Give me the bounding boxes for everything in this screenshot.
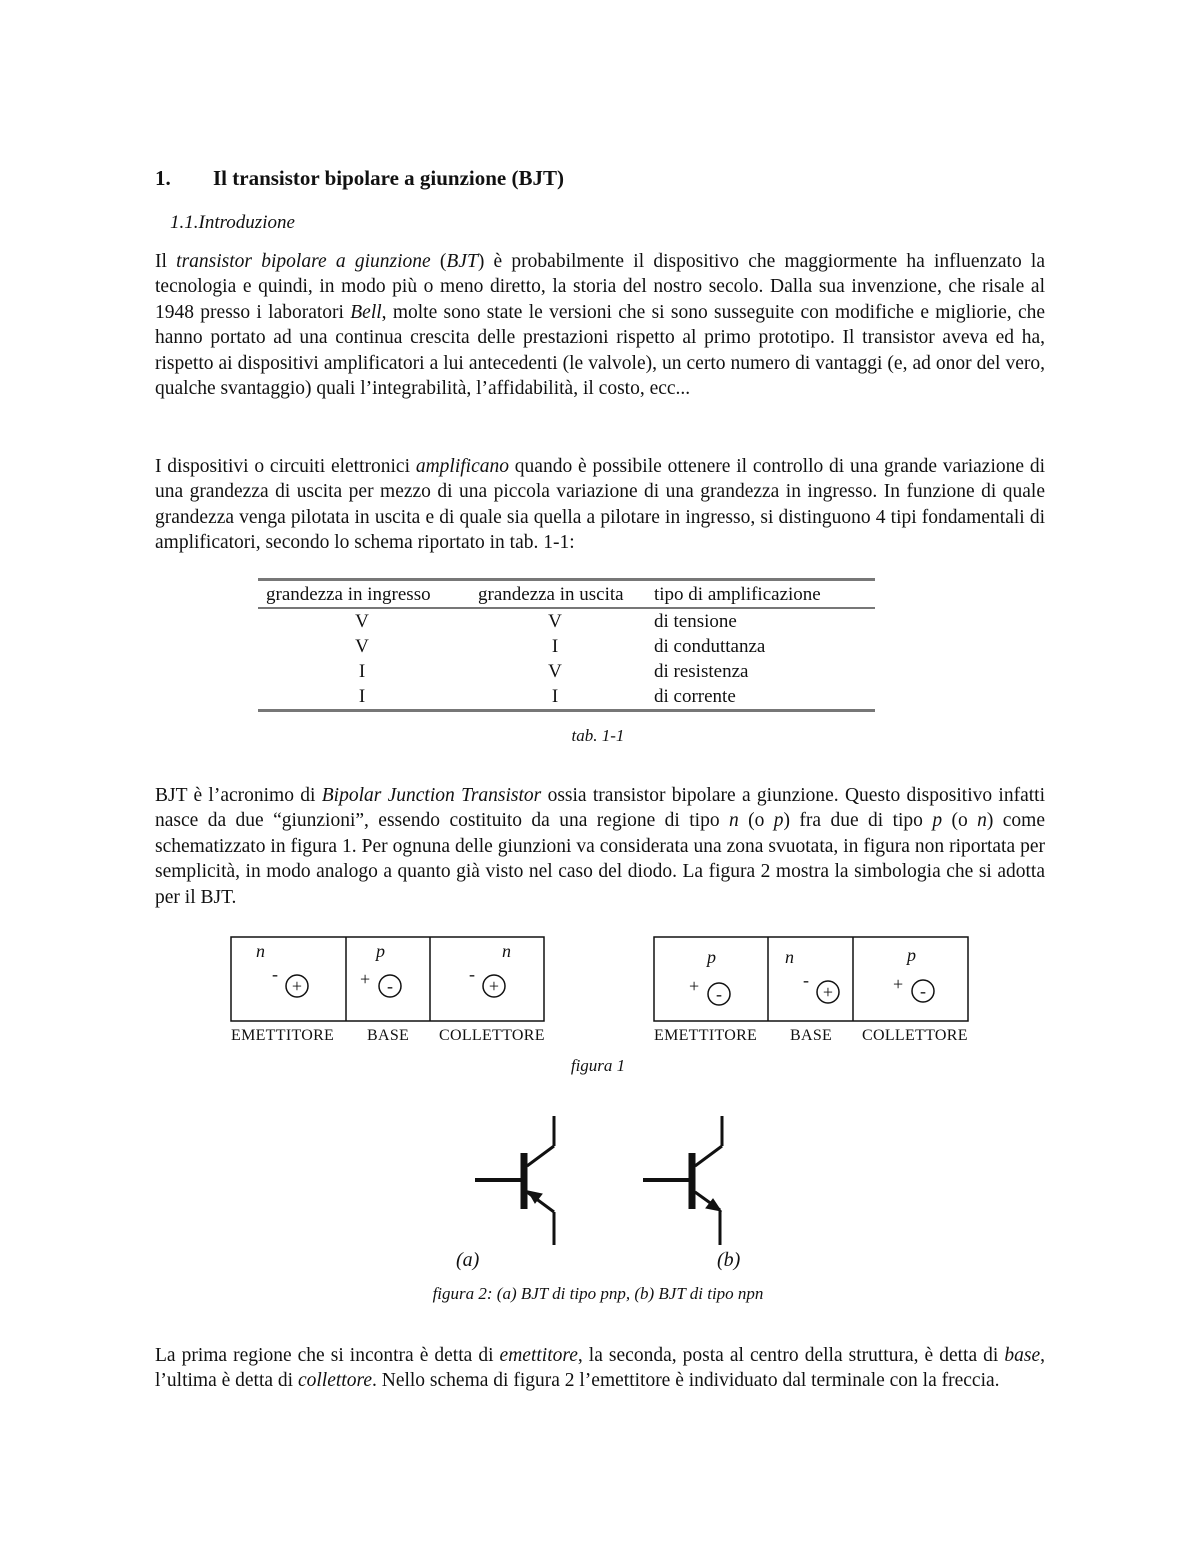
text-run: La prima regione che si incontra è detta di: [155, 1345, 500, 1366]
pnp-transistor-symbol: [475, 1116, 554, 1245]
section-number: 1.: [155, 166, 171, 190]
table-cell: V: [548, 611, 562, 632]
region-type-label: p: [376, 941, 385, 961]
charge-signs: [689, 970, 926, 1004]
text-run: Il: [155, 251, 177, 272]
circled-sign: +: [291, 976, 303, 996]
column-header: grandezza in ingresso: [258, 580, 466, 609]
symbol-label-b: (b): [717, 1249, 741, 1271]
table-cell: I: [358, 661, 366, 682]
npn-transistor-symbol: [643, 1116, 722, 1245]
text-run: BJT è l’acronimo di: [155, 785, 322, 806]
figure2-caption: figura 2: (a) BJT di tipo pnp, (b) BJT di tipo npn: [432, 1284, 764, 1303]
text-run-italic: p: [932, 810, 943, 832]
small-sign: -: [803, 970, 809, 990]
collector-label: COLLETTORE: [439, 1027, 545, 1044]
table-cell: V: [355, 611, 369, 632]
text-run-italic: base: [1004, 1345, 1041, 1366]
small-sign: -: [469, 964, 475, 984]
text-run: ) fra due di tipo: [783, 810, 933, 832]
text-run: ossia transistor bipolare a giunzione. Questo dispositivo infatti nasce da due “giunzioni”, essendo costituito da una regione di tipo: [155, 785, 1045, 832]
text-run: , la seconda, posta al centro della struttura, è detta di: [577, 1345, 1005, 1366]
collector-label: COLLETTORE: [862, 1027, 968, 1044]
table-cell: I: [258, 684, 466, 711]
table-cell: V: [355, 636, 369, 657]
text-run: I dispositivi o circuiti elettronici: [155, 456, 416, 477]
text-run-italic: amplificano: [415, 456, 509, 477]
table-cell: I: [466, 684, 644, 711]
section-title: Il transistor bipolare a giunzione (BJT): [213, 166, 565, 190]
text-run: ) come schematizzato in figura 1. Per ognuna delle giunzioni va considerata una zona svuotata, in figura non riportata per semplicità, in modo analogo a quanto già visto nel caso del diodo. La figura 2 mostra la simbologia che si adotta per il BJT.: [155, 810, 1045, 908]
text-run-italic: n: [977, 810, 987, 832]
text-run: ) è probabilmente il dispositivo che maggiormente ha influenzato la tecnologia e quindi, in modo più o meno diretto, la storia del nostro secolo. Dalla sua invenzione, che risale al 1948 presso i laboratori: [155, 251, 1046, 323]
symbol-label-a: (a): [456, 1249, 480, 1271]
text-run: , l’ultima è detta di: [155, 1345, 1045, 1392]
structure-outline: [654, 937, 968, 1021]
region-type-label: n: [502, 941, 511, 961]
region-type-label: n: [785, 947, 794, 967]
text-run-italic: Bipolar Junction Transistor: [321, 785, 542, 806]
text-run: quando è possibile ottenere il controllo di una grande variazione di una grandezza di uscita per mezzo di una piccola variazione di una grandezza in ingresso. In funzione di quale grandezza venga pilotata in uscita e di quale sia quella a pilotare in ingresso, si distinguono 4 tipi fondamentali di amplificatori, secondo lo schema riportato in tab. 1-1:: [155, 456, 1045, 554]
small-sign: -: [272, 964, 278, 984]
small-sign: +: [893, 974, 904, 994]
region-type-label: p: [907, 945, 916, 965]
region-labels: [256, 941, 511, 961]
text-run-italic: BJT: [446, 251, 478, 272]
figure1-caption: figura 1: [570, 1056, 626, 1075]
emitter-label: EMETTITORE: [654, 1027, 758, 1044]
column-header: tipo di amplificazione: [644, 580, 875, 609]
text-run: (o: [738, 810, 774, 832]
region-type-label: n: [256, 941, 265, 961]
small-sign: +: [360, 969, 371, 989]
small-sign: +: [689, 976, 700, 996]
paragraph-regions: [155, 1343, 1045, 1394]
base-label: BASE: [790, 1027, 833, 1044]
text-run: (o: [942, 810, 978, 832]
table-cell: di resistenza: [654, 661, 749, 682]
table-cell: I: [551, 636, 559, 657]
emitter-label: EMETTITORE: [231, 1027, 335, 1044]
text-run-italic: p: [773, 810, 784, 832]
circled-sign: +: [822, 982, 834, 1002]
circled-sign: +: [488, 976, 500, 996]
text-run: (: [430, 251, 447, 272]
text-run-italic: emettitore: [499, 1345, 578, 1366]
text-run-italic: n: [728, 810, 739, 832]
column-header: grandezza in uscita: [466, 580, 644, 609]
text-run: , molte sono state le versioni che si sono susseguite con modifiche e migliorie, che hanno portato ad una continua crescita delle prestazioni rispetto al primo prototipo. Il transistor aveva ed ha, rispetto ai dispositivi amplificatori a lui antecedenti (le valvole), un certo numero di vantaggi (e, ad onor del vero, qualche svantaggio) quali l’integrabilità, l’affidabilità, il costo, ecc...: [155, 301, 1046, 400]
table-cell: di corrente: [644, 684, 875, 711]
base-label: BASE: [367, 1027, 410, 1044]
circled-sign: -: [920, 981, 926, 1001]
collector-lead: [527, 1146, 554, 1166]
region-labels: [705, 945, 916, 967]
collector-lead: [695, 1146, 722, 1166]
circled-sign: -: [716, 984, 722, 1004]
circled-sign: -: [387, 976, 393, 996]
table-cell: V: [548, 661, 562, 682]
text-run-italic: collettore: [297, 1370, 372, 1392]
pnp-structure-diagram: [654, 937, 968, 1021]
text-run-italic: transistor bipolare a giunzione: [176, 251, 431, 272]
table-cell: di tensione: [654, 611, 737, 632]
table-caption: tab. 1-1: [571, 726, 625, 745]
text-run: . Nello schema di figura 2 l’emettitore è individuato dal terminale con la freccia.: [371, 1370, 1000, 1392]
table-cell: di conduttanza: [654, 636, 766, 657]
text-run-italic: Bell: [350, 301, 382, 323]
region-type-label: p: [707, 947, 716, 967]
subsection-heading: 1.1.Introduzione: [170, 212, 295, 233]
